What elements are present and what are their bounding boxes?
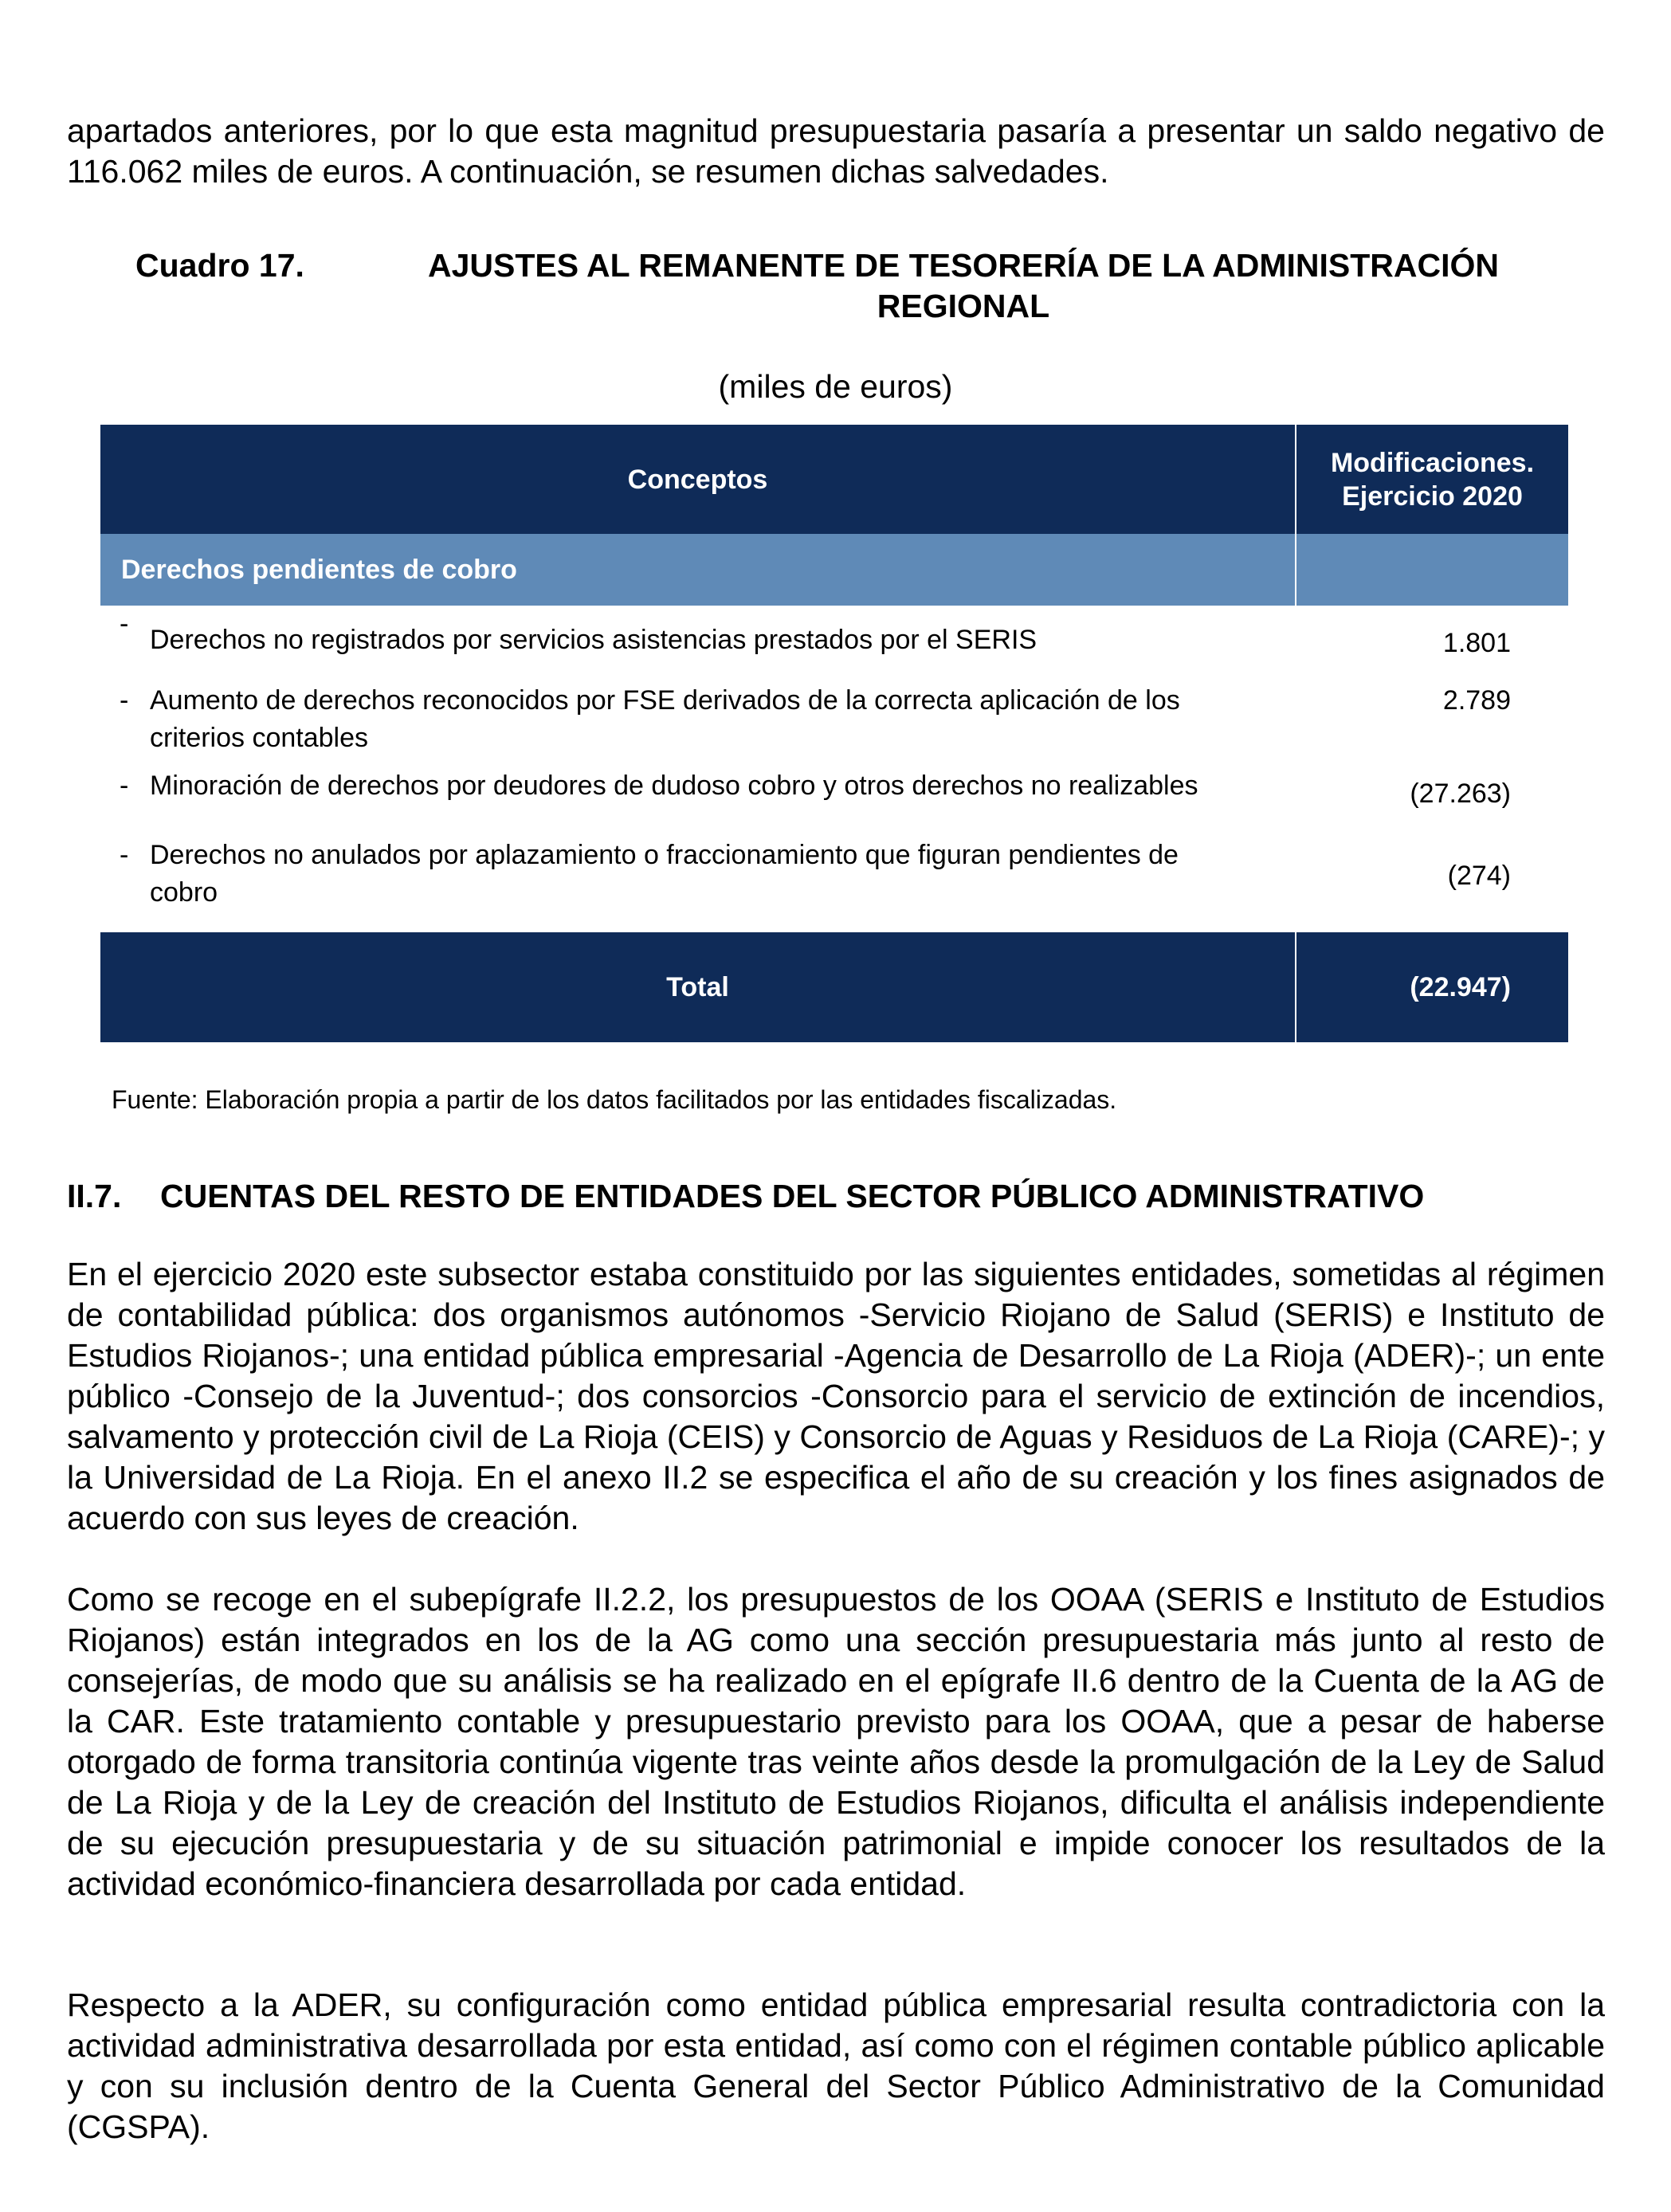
row-label: [100, 837, 1296, 932]
table-row: [100, 682, 1568, 767]
intro-paragraph: apartados anteriores, por lo que esta magnitud presupuestaria pasaría a presentar un saldo negativo de 116.062 miles de euros. A continuación, se resumen dichas salvedades.: [67, 112, 1605, 190]
row-label-text: Derechos no registrados por servicios asistencias prestados por el SERIS: [150, 625, 1038, 655]
table-units: (miles de euros): [718, 368, 953, 405]
row-label-text: Derechos no anulados por aplazamiento o fraccionamiento que figuran pendientes de cobro: [150, 840, 1179, 908]
body-paragraph: Como se recoge en el subepígrafe II.2.2, los presupuestos de los OOAA (SERIS e Instituto de Estudios Riojanos) están integrados en los de la AG como una sección presupuestaria más junto al resto de consejerías, de modo que su análisis se ha realizado en el epígrafe II.6 dentro de la Cuenta de la AG de la CAR. Este tratamiento contable y presupuestario previsto para los OOAA, que a pesar de haberse otorgado de forma transitoria continúa vigente tras veinte años desde la promulgación de la Ley de Salud de La Rioja y de la Ley de creación del Instituto de Estudios Riojanos, dificulta el análisis independiente de su ejecución presupuestaria y de su situación patrimonial e impide conocer los resultados de la actividad económico-financiera desarrollada por cada entidad.: [67, 1581, 1605, 1902]
table-source: Fuente: Elaboración propia a partir de los datos facilitados por las entidades fiscalizadas.: [112, 1085, 1117, 1114]
table-title: AJUSTES AL REMANENTE DE TESORERÍA DE LA ADMINISTRACIÓN REGIONAL: [428, 247, 1499, 324]
adjustments-table: [100, 425, 1568, 1042]
total-row: [100, 932, 1568, 1042]
table-row: [100, 837, 1568, 932]
section-number: II.7.: [67, 1178, 122, 1214]
table-header-row: [100, 425, 1568, 534]
header-modifications-line2: Ejercicio 2020: [1342, 480, 1523, 512]
row-label: [100, 606, 1296, 682]
header-modifications: [1296, 425, 1568, 534]
row-label: [100, 767, 1296, 837]
group-label: Derechos pendientes de cobro: [100, 534, 1296, 606]
row-value: (274): [1447, 861, 1511, 891]
group-row: [100, 534, 1568, 606]
header-concepts: Conceptos: [100, 425, 1296, 534]
section-heading: [67, 1176, 1605, 1217]
total-label: Total: [100, 932, 1296, 1042]
row-label-text: Minoración de derechos por deudores de dudoso cobro y otros derechos no realizables: [150, 771, 1198, 801]
row-dash: -: [120, 609, 129, 639]
total-value: (22.947): [1296, 932, 1568, 1042]
row-value: (27.263): [1410, 779, 1511, 809]
row-value: 1.801: [1442, 628, 1511, 658]
table-number: Cuadro 17.: [135, 247, 304, 284]
table-row: [100, 767, 1568, 837]
header-modifications-line1: Modificaciones.: [1330, 447, 1535, 478]
group-value-empty: [1296, 534, 1568, 606]
table-row: [100, 606, 1568, 682]
body-paragraph: Respecto a la ADER, su configuración como entidad pública empresarial resulta contradictoria con la actividad administrativa desarrollada por esta entidad, así como con el régimen contable público aplicable y con su inclusión dentro de la Cuenta General del Sector Público Administrativo de la Comunidad (CGSPA).: [67, 1986, 1605, 2145]
section-title: CUENTAS DEL RESTO DE ENTIDADES DEL SECTOR PÚBLICO ADMINISTRATIVO: [160, 1178, 1425, 1214]
row-dash: -: [120, 771, 129, 801]
row-label: [100, 682, 1296, 767]
row-label-text: Aumento de derechos reconocidos por FSE derivados de la correcta aplicación de los criterios contables: [150, 685, 1180, 753]
row-dash: -: [120, 840, 129, 870]
row-dash: -: [120, 685, 129, 716]
row-value: 2.789: [1442, 685, 1511, 716]
body-paragraph: En el ejercicio 2020 este subsector estaba constituido por las siguientes entidades, sometidas al régimen de contabilidad pública: dos organismos autónomos -Servicio Riojano de Salud (SERIS) e Instituto de Estudios Riojanos-; una entidad pública empresarial -Agencia de Desarrollo de La Rioja (ADER)-; un ente público -Consejo de la Juventud-; dos consorcios -Consorcio para el servicio de extinción de incendios, salvamento y protección civil de La Rioja (CEIS) y Consorcio de Aguas y Residuos de La Rioja (CARE)-; y la Universidad de La Rioja. En el anexo II.2 se especifica el año de su creación y los fines asignados de acuerdo con sus leyes de creación.: [67, 1256, 1605, 1536]
